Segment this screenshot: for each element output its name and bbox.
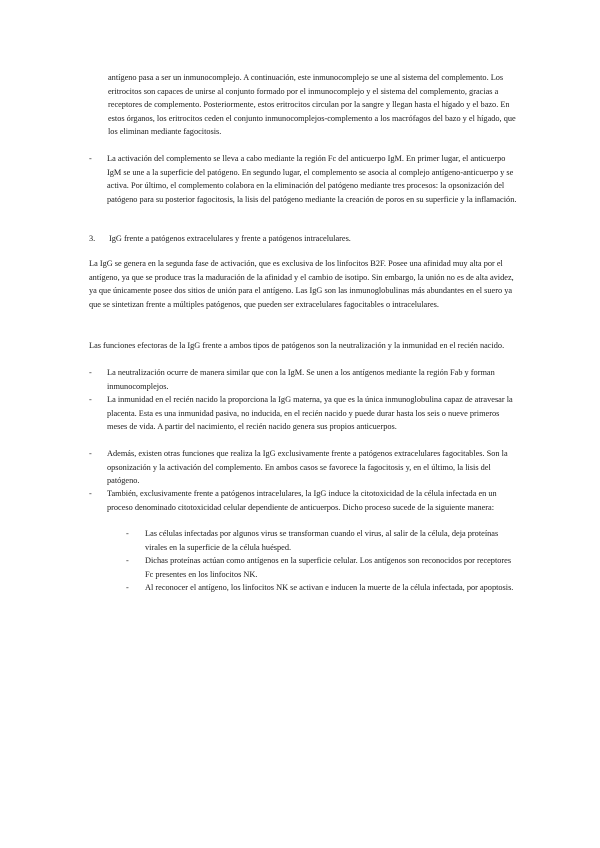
- sub-bullet-marker: -: [126, 529, 129, 538]
- bullet-extracellular-functions: - Además, existen otras funciones que realiza la IgG exclusivamente frente a patógenos extracelulares fagocitables. Son la opsonización y la activación del complemento. En ambos casos se favorece la fagocitosis y, en el último, la lisis del patógeno.: [89, 447, 519, 488]
- sub-bullet-fc-receptors: Dichas proteínas actúan como antígenos en la superficie celular. Los antígenos son reconocidos por receptores Fc presentes en los linfocitos NK.: [145, 556, 512, 579]
- bullet-intracellular: - También, exclusivamente frente a patógenos intracelulares, la IgG induce la citotoxicidad de la célula infectada en un proceso denominado citotoxicidad celular dependiente de anticuerpos. Dicho proceso sucede de la siguiente manera:: [89, 487, 519, 514]
- continuation-paragraph: antígeno pasa a ser un inmunocomplejo. A continuación, este inmunocomplejo se une al sistema del complemento. Los eritrocitos son capaces de unirse al conjunto formado por el inmunocomplejo y el sistema del complemento, gracias a receptores de complemento. Posteriormente, estos eritrocitos circulan por la sangre y llegan hasta el hígado y el bazo. En estos órganos, los eritrocitos ceden el conjunto inmunocomplejos-complemento a los macrófagos del bazo y el hígado, que los eliminan mediante fagocitosis.: [108, 73, 516, 136]
- bullet-complement-activation: - La activación del complemento se lleva a cabo mediante la región Fc del anticuerpo IgM. En primer lugar, el anticuerpo IgM se une a la superficie del patógeno. En segundo lugar, el complemento se asocia al complejo antígeno-anticuerpo y se activa. Por último, el complemento colabora en la eliminación del patógeno mediante tres procesos: la opsonización del patógeno para su posterior fagocitosis, la lisis del patógeno mediante la creación de poros en su superficie y la inflamación.: [89, 152, 519, 206]
- section-title: IgG frente a patógenos extracelulares y frente a patógenos intracelulares.: [109, 234, 351, 243]
- sub-bullet-nk-apoptosis: Al reconocer el antígeno, los linfocitos NK se activan e inducen la muerte de la célula infectada, por apoptosis.: [145, 583, 514, 592]
- bullet-neutralization: - La neutralización ocurre de manera similar que con la IgM. Se unen a los antígenos mediante la región Fab y forman inmunocomplejos.: [89, 366, 519, 393]
- sub-bullet-marker: -: [126, 556, 129, 565]
- paragraph-functions: Las funciones efectoras de la IgG frente a ambos tipos de patógenos son la neutralización y la inmunidad en el recién nacido.: [89, 341, 505, 350]
- sub-bullet-virus-proteins: Las células infectadas por algunos virus se transforman cuando el virus, al salir de la célula, deja proteínas virales en la superficie de la célula huésped.: [145, 529, 499, 552]
- bullet-newborn-immunity: - La inmunidad en el recién nacido la proporciona la IgG materna, ya que es la única inmunoglobulina capaz de atravesar la placenta. Esta es una inmunidad pasiva, no inducida, en el recién nacido y puede durar hasta los seis o nueve primeros meses de vida. A partir del nacimiento, el recién nacido genera sus propios anticuerpos.: [89, 393, 519, 434]
- section-number: 3.: [89, 234, 96, 243]
- paragraph-igg: La IgG se genera en la segunda fase de activación, que es exclusiva de los linfocitos B2F. Posee una afinidad muy alta por el antígeno, ya que se produce tras la maduración de la afinidad y el cambio de isotipo. Sin embargo, la unión no es de alta avidez, ya que únicamente posee dos sitios de unión para el antígeno. Las IgG son las inmunoglobulinas más abundantes en el suero ya que se sintetizan frente a múltiples patógenos, que pueden ser extracelulares fagocitables o intracelulares.: [89, 259, 514, 309]
- sub-bullet-marker: -: [126, 583, 129, 592]
- section-heading: [89, 232, 519, 246]
